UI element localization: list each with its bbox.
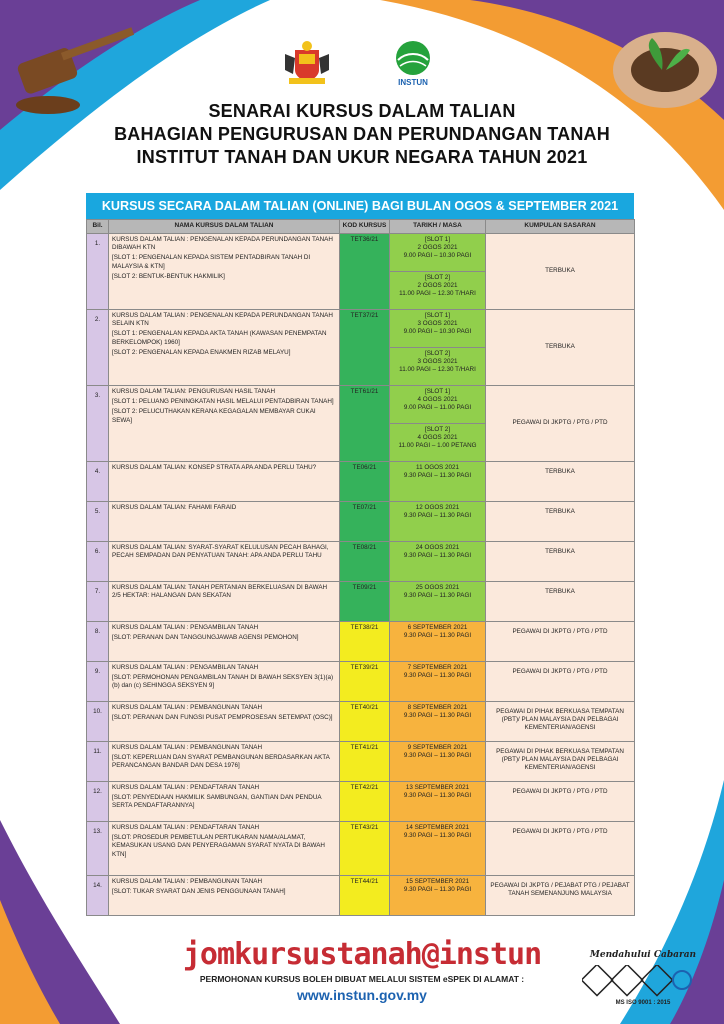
course-date [390,701,486,741]
table-row [87,821,635,875]
target-audience: TERBUKA [486,541,635,581]
target-audience: TERBUKA [486,233,635,309]
table-row [87,309,635,347]
course-name [109,233,340,309]
course-name [109,701,340,741]
title-line-2: BAHAGIAN PENGURUSAN DAN PERUNDANGAN TANAH [114,124,610,144]
course-date [390,741,486,781]
course-code: TET43/21 [340,821,390,875]
course-code: TET40/21 [340,701,390,741]
table-row [87,701,635,741]
col-bil: Bil. [87,220,109,234]
row-number: 2. [87,309,109,385]
date-line: 9.30 PAGI – 11.30 PAGI [403,551,472,559]
date-line: 9.30 PAGI – 11.30 PAGI [403,791,472,799]
target-audience: PEGAWAI DI PIHAK BERKUASA TEMPATAN (PBT)/ PLAN MALAYSIA DAN PELBAGAI KEMENTERIAN/AGENSI [486,701,635,741]
col-kumpulan: KUMPULAN SASARAN [486,220,635,234]
row-number: 4. [87,461,109,501]
course-name [109,309,340,385]
table-row [87,385,635,423]
course-name [109,875,340,915]
course-code: TET37/21 [340,309,390,385]
course-code: TE08/21 [340,541,390,581]
course-code: TET41/21 [340,741,390,781]
course-name-line: [SLOT 2: PENGENALAN KEPADA ENAKMEN RIZAB MELAYU] [112,349,291,357]
course-code: TET39/21 [340,661,390,701]
date-line: 2 OGOS 2021 [417,243,458,251]
table-row [87,661,635,701]
row-number: 8. [87,621,109,661]
row-number: 13. [87,821,109,875]
target-audience: TERBUKA [486,501,635,541]
course-name-line: [SLOT: PROSEDUR PEMBETULAN PERTUKARAN NAMA/ALAMAT, KEMASUKAN USANG DAN PENYERAGAMAN SYARAT NYATA DI BAWAH KTN] [112,833,325,858]
course-name-line: KURSUS DALAM TALIAN: TANAH PERTANIAN BERKELUASAN DI BAWAH 2/5 HEKTAR: HALANGAN DAN SEKATAN [112,583,328,599]
footer-brand: jomkursustanah@instun [182,937,542,972]
table-row [87,581,635,621]
course-date [390,581,486,621]
course-name-line: [SLOT 2: PELUCUTHAKAN KERANA KEGAGALAN MEMBAYAR CUKAI SEWA] [112,408,316,424]
target-audience: PEGAWAI DI JKPTG / PEJABAT PTG / PEJABAT TANAH SEMENANJUNG MALAYSIA [486,875,635,915]
course-name [109,581,340,621]
row-number: 3. [87,385,109,461]
course-name-line: KURSUS DALAM TALIAN: FAHAMI FARAID [112,503,237,511]
date-line: 9.00 PAGI – 10.30 PAGI [403,328,472,336]
date-line: 2 OGOS 2021 [417,281,458,289]
table-row [87,461,635,501]
date-line: 15 SEPTEMBER 2021 [405,877,470,885]
row-number: 12. [87,781,109,821]
date-line: [SLOT 1] [424,387,451,395]
course-name-line: [SLOT: KEPERLUAN DAN SYARAT PEMBANGUNAN BERDASARKAN AKTA PERANCANGAN BANDAR DAN DESA 1976] [112,753,330,770]
course-name-line: KURSUS DALAM TALIAN : PEMBANGUNAN TANAH [112,743,262,751]
date-line: 9.30 PAGI – 11.30 PAGI [403,471,472,479]
target-audience: PEGAWAI DI JKPTG / PTG / PTD [486,781,635,821]
course-name-line: KURSUS DALAM TALIAN : PENGAMBILAN TANAH [112,623,259,631]
course-name-line: [SLOT: PERANAN DAN TANGGUNGJAWAB AGENSI PEMOHON] [112,633,299,641]
course-date [390,541,486,581]
date-line: 7 SEPTEMBER 2021 [407,663,468,671]
course-name-line: KURSUS DALAM TALIAN: KONSEP STRATA APA ANDA PERLU TAHU? [112,463,317,471]
row-number: 5. [87,501,109,541]
row-number: 7. [87,581,109,621]
target-audience: PEGAWAI DI PIHAK BERKUASA TEMPATAN (PBT)/ PLAN MALAYSIA DAN PELBAGAI KEMENTERIAN/AGENSI [486,741,635,781]
course-name-line: [SLOT: PENYEDIAAN HAKMILIK SAMBUNGAN, GANTIAN DAN PENDUA SERTA PENDAFTARANNYA] [112,793,322,810]
table-header-row [87,220,635,234]
table-row [87,541,635,581]
title-line-3: INSTITUT TANAH DAN UKUR NEGARA TAHUN 2021 [136,147,588,167]
course-date [390,461,486,501]
table-row [87,621,635,661]
course-name [109,621,340,661]
date-line: 8 SEPTEMBER 2021 [407,703,468,711]
course-name [109,501,340,541]
table-row [87,233,635,271]
course-table [86,219,635,916]
date-line: 9.30 PAGI – 11.30 PAGI [403,511,472,519]
certification-badges-icon [582,965,692,997]
date-line: 14 SEPTEMBER 2021 [405,823,470,831]
table-row [87,501,635,541]
course-name-line: [SLOT 1: PENGENALAN KEPADA AKTA TANAH (KAWASAN PENEMPATAN BERKELOMPOK) 1960] [112,330,327,346]
course-date [390,875,486,915]
course-name-line: KURSUS DALAM TALIAN : PENGENALAN KEPADA PERUNDANGAN TANAH SELAIN KTN [112,311,333,327]
course-name-line: [SLOT 1: PELUANG PENINGKATAN HASIL MELALUI PENTADBIRAN TANAH] [112,397,334,405]
date-line: 9.30 PAGI – 11.30 PAGI [403,885,472,893]
page-title [0,100,724,169]
date-line: 11.00 PAGI – 12.30 T/HARI [399,290,476,298]
course-date [390,309,486,347]
date-line: [SLOT 1] [424,235,451,243]
table-row [87,875,635,915]
course-date [390,233,486,271]
coat-of-arms-icon [281,40,333,86]
date-line: 11 OGOS 2021 [416,463,459,471]
course-date [390,271,486,309]
col-kod: KOD KURSUS [340,220,390,234]
course-name-line: KURSUS DALAM TALIAN : PENGENALAN KEPADA PERUNDANGAN TANAH DIBAWAH KTN [112,235,333,251]
course-name [109,541,340,581]
row-number: 10. [87,701,109,741]
row-number: 11. [87,741,109,781]
date-line: 9.30 PAGI – 11.30 PAGI [403,711,472,719]
course-code: TET38/21 [340,621,390,661]
date-line: 9.00 PAGI – 11.00 PAGI [403,404,472,412]
course-name-line: [SLOT 2: BENTUK-BENTUK HAKMILIK] [112,273,225,281]
table-row [87,781,635,821]
table-banner: KURSUS SECARA DALAM TALIAN (ONLINE) BAGI BULAN OGOS & SEPTEMBER 2021 [86,193,634,219]
course-code: TET44/21 [340,875,390,915]
target-audience: PEGAWAI DI JKPTG / PTG / PTD [486,661,635,701]
course-name-line: [SLOT 1: PENGENALAN KEPADA SISTEM PENTADBIRAN TANAH DI MALAYSIA & KTN] [112,254,311,270]
course-date [390,423,486,461]
date-line: 4 OGOS 2021 [417,395,458,403]
table-row [87,741,635,781]
course-name [109,781,340,821]
col-tarikh: TARIKH / MASA [390,220,486,234]
course-code: TE07/21 [340,501,390,541]
footer-url[interactable]: www.instun.gov.my [297,987,427,1003]
date-line: 9.00 PAGI – 10.30 PAGI [403,252,472,260]
course-name-line: KURSUS DALAM TALIAN : PENDAFTARAN TANAH [112,783,260,791]
col-nama: NAMA KURSUS DALAM TALIAN [109,220,340,234]
course-name-line: [SLOT: PERMOHONAN PENGAMBILAN TANAH DI BAWAH SEKSYEN 3(1)(a)(b) dan (c) SEHINGGA SEKSYEN 9] [112,673,334,690]
motto: Mendahului Cabaran [589,950,697,960]
date-line: 6 SEPTEMBER 2021 [407,623,468,631]
course-name [109,821,340,875]
course-date [390,501,486,541]
date-line: 9.30 PAGI – 11.30 PAGI [403,631,472,639]
row-number: 9. [87,661,109,701]
target-audience: PEGAWAI DI JKPTG / PTG / PTD [486,821,635,875]
course-name [109,661,340,701]
course-name-line: KURSUS DALAM TALIAN : PENGAMBILAN TANAH [112,663,259,671]
target-audience: TERBUKA [486,309,635,385]
date-line: [SLOT 2] [424,273,451,281]
course-name-line: [SLOT: TUKAR SYARAT DAN JENIS PENGGUNAAN TANAH] [112,887,286,895]
date-line: 11.00 PAGI – 1.00 PETANG [398,442,477,450]
date-line: 9.30 PAGI – 11.30 PAGI [403,751,472,759]
course-name-line: KURSUS DALAM TALIAN : PEMBANGUNAN TANAH [112,877,262,885]
course-code: TE06/21 [340,461,390,501]
course-code: TET36/21 [340,233,390,309]
row-number: 6. [87,541,109,581]
footer-note: PERMOHONAN KURSUS BOLEH DIBUAT MELALUI SISTEM eSPEK DI ALAMAT : [199,974,525,984]
target-audience: TERBUKA [486,581,635,621]
date-line: 11.00 PAGI – 12.30 T/HARI [399,366,476,374]
course-date [390,781,486,821]
course-date [390,661,486,701]
course-date [390,621,486,661]
date-line: 4 OGOS 2021 [417,433,458,441]
row-number: 14. [87,875,109,915]
hands-plant-icon [613,32,717,108]
target-audience: PEGAWAI DI JKPTG / PTG / PTD [486,385,635,461]
course-code: TE09/21 [340,581,390,621]
course-name-line: KURSUS DALAM TALIAN: PENGURUSAN HASIL TANAH [112,387,276,395]
course-name-line: [SLOT: PERANAN DAN FUNGSI PUSAT PEMPROSESAN SETEMPAT (OSC)] [112,713,333,721]
course-name [109,385,340,461]
date-line: 12 OGOS 2021 [415,503,460,511]
row-number: 1. [87,233,109,309]
date-line: 9.30 PAGI – 11.30 PAGI [403,591,472,599]
course-name-line: KURSUS DALAM TALIAN: SYARAT-SYARAT KELULUSAN PECAH BAHAGI, PECAH SEMPADAN DAN PENYATUAN TANAH: APA ANDA PERLU TAHU [112,543,329,559]
course-code: TET42/21 [340,781,390,821]
date-line: 9.30 PAGI – 11.30 PAGI [403,831,472,839]
date-line: [SLOT 2] [424,425,451,433]
course-name [109,461,340,501]
instun-logo-icon [392,38,434,88]
date-line: 9.30 PAGI – 11.30 PAGI [403,671,472,679]
date-line: 25 OGOS 2021 [415,583,460,591]
iso-label: MS ISO 9001 : 2015 [615,1000,671,1006]
date-line: [SLOT 2] [424,349,451,357]
course-date [390,385,486,423]
course-date [390,347,486,385]
course-date [390,821,486,875]
date-line: 9 SEPTEMBER 2021 [407,743,468,751]
target-audience: TERBUKA [486,461,635,501]
course-name-line: KURSUS DALAM TALIAN : PENDAFTARAN TANAH [112,823,260,831]
target-audience: PEGAWAI DI JKPTG / PTG / PTD [486,621,635,661]
date-line: [SLOT 1] [424,311,451,319]
title-line-1: SENARAI KURSUS DALAM TALIAN [208,101,516,121]
date-line: 13 SEPTEMBER 2021 [405,783,470,791]
date-line: 24 OGOS 2021 [415,543,460,551]
date-line: 3 OGOS 2021 [417,357,458,365]
svg-text:INSTUN: INSTUN [398,78,428,87]
course-name [109,741,340,781]
course-name-line: KURSUS DALAM TALIAN : PEMBANGUNAN TANAH [112,703,262,711]
date-line: 3 OGOS 2021 [417,319,458,327]
course-code: TET61/21 [340,385,390,461]
